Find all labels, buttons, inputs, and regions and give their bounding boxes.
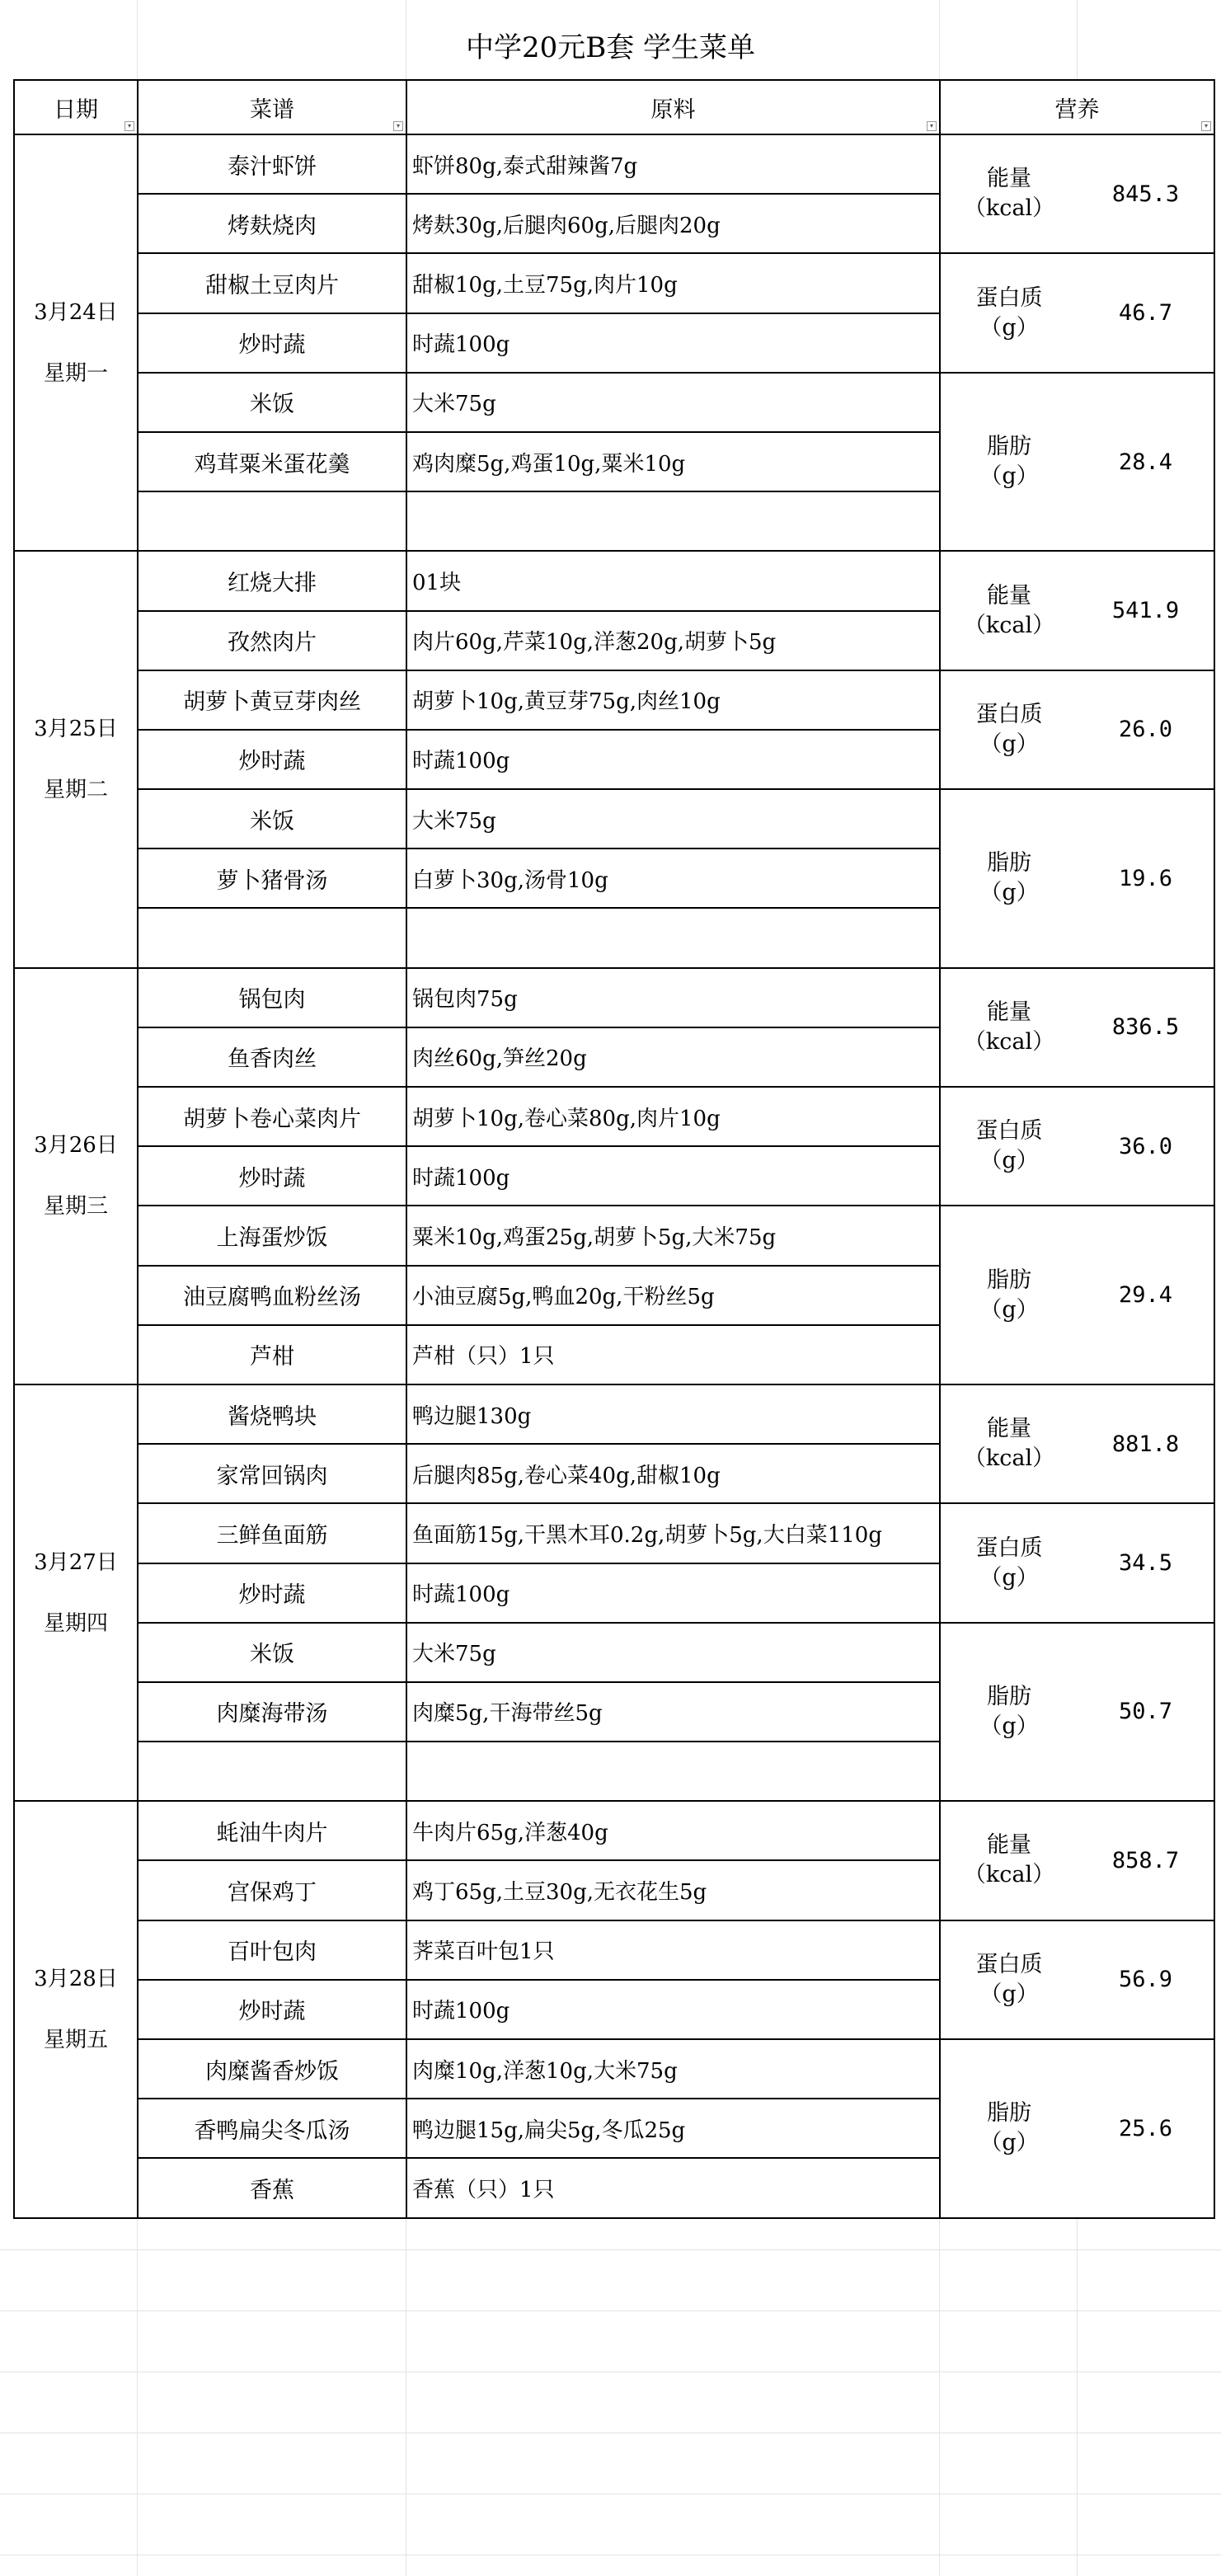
dish-cell[interactable]: 炒时蔬 xyxy=(138,1980,406,2039)
fat-label-cell[interactable] xyxy=(940,789,1078,968)
protein-label-line: 蛋白质 xyxy=(975,284,1043,311)
ingredients-cell[interactable]: 鸡肉糜5g,鸡蛋10g,粟米10g xyxy=(406,432,940,491)
fat-label-line: （g） xyxy=(979,1713,1039,1739)
ingredients-cell[interactable]: 甜椒10g,土豆75g,肉片10g xyxy=(406,253,940,313)
protein-value-cell[interactable]: 56.9 xyxy=(1078,1920,1214,2039)
dish-cell[interactable]: 百叶包肉 xyxy=(138,1920,406,1980)
ingredients-cell[interactable] xyxy=(406,491,940,551)
menu-row xyxy=(14,1384,1214,1444)
menu-row xyxy=(14,968,1214,1027)
gridline xyxy=(0,2310,1221,2311)
fat-value-cell[interactable]: 29.4 xyxy=(1078,1206,1214,1384)
dish-cell[interactable]: 胡萝卜黄豆芽肉丝 xyxy=(138,670,406,730)
ingredients-cell[interactable]: 芦柑（只）1只 xyxy=(406,1325,940,1384)
ingredients-cell[interactable]: 肉片60g,芹菜10g,洋葱20g,胡萝卜5g xyxy=(406,611,940,670)
ingredients-cell[interactable]: 粟米10g,鸡蛋25g,胡萝卜5g,大米75g xyxy=(406,1206,940,1265)
date-label: 3月26日 xyxy=(34,1133,118,1159)
ingredients-cell[interactable]: 白萝卜30g,汤骨10g xyxy=(406,848,940,908)
energy-label-line: （kcal） xyxy=(963,1445,1055,1472)
ingredients-cell[interactable]: 时蔬100g xyxy=(406,313,940,373)
protein-label-cell[interactable] xyxy=(940,253,1078,372)
ingredients-cell[interactable]: 鱼面筋15g,干黑木耳0.2g,胡萝卜5g,大白菜110g xyxy=(406,1503,940,1563)
energy-label-line: 能量 xyxy=(987,582,1031,609)
fat-value-cell[interactable]: 19.6 xyxy=(1078,789,1214,968)
menu-row xyxy=(14,551,1214,610)
ingredients-cell[interactable]: 时蔬100g xyxy=(406,730,940,789)
dish-cell[interactable]: 三鲜鱼面筋 xyxy=(138,1503,406,1563)
ingredients-cell[interactable]: 后腿肉85g,卷心菜40g,甜椒10g xyxy=(406,1444,940,1503)
fat-label-line: 脂肪 xyxy=(987,850,1031,877)
menu-table xyxy=(13,79,1215,2219)
dish-cell[interactable] xyxy=(138,908,406,967)
ingredients-cell[interactable]: 鸭边腿130g xyxy=(406,1384,940,1444)
dish-cell[interactable]: 炒时蔬 xyxy=(138,730,406,789)
date-label: 3月27日 xyxy=(34,1549,118,1575)
menu-row xyxy=(14,1206,1214,1265)
energy-value-cell[interactable]: 858.7 xyxy=(1078,1801,1214,1920)
energy-label-cell[interactable] xyxy=(940,1801,1078,1920)
fat-label-line: 脂肪 xyxy=(987,434,1031,460)
protein-label-cell[interactable] xyxy=(940,1920,1078,2039)
ingredients-cell[interactable]: 肉糜5g,干海带丝5g xyxy=(406,1682,940,1742)
header-nutrition-label: 营养 xyxy=(1054,96,1100,123)
fat-label-line: （g） xyxy=(979,1296,1039,1323)
menu-row xyxy=(14,789,1214,848)
ingredients-cell[interactable]: 时蔬100g xyxy=(406,1146,940,1206)
dish-cell[interactable]: 酱烧鸭块 xyxy=(138,1384,406,1444)
gridline xyxy=(0,2249,1221,2250)
ingredients-cell[interactable]: 时蔬100g xyxy=(406,1563,940,1623)
dish-cell[interactable]: 蚝油牛肉片 xyxy=(138,1801,406,1860)
fat-value-cell[interactable]: 25.6 xyxy=(1078,2039,1214,2218)
ingredients-cell[interactable]: 时蔬100g xyxy=(406,1980,940,2039)
ingredients-cell[interactable]: 胡萝卜10g,黄豆芽75g,肉丝10g xyxy=(406,670,940,730)
fat-label-line: 脂肪 xyxy=(987,2100,1031,2127)
protein-label-line: （g） xyxy=(979,314,1039,341)
menu-row xyxy=(14,1503,1214,1563)
ingredients-cell[interactable]: 虾饼80g,泰式甜辣酱7g xyxy=(406,134,940,194)
ingredients-cell[interactable]: 锅包肉75g xyxy=(406,968,940,1027)
menu-row xyxy=(14,1920,1214,1980)
filter-dropdown-icon[interactable]: ▾ xyxy=(124,121,134,131)
fat-label-cell[interactable] xyxy=(940,2039,1078,2218)
fat-label-line: （g） xyxy=(979,463,1039,490)
dish-cell[interactable]: 芦柑 xyxy=(138,1325,406,1384)
protein-label-cell[interactable] xyxy=(940,670,1078,789)
header-menu[interactable] xyxy=(138,80,406,134)
protein-label-line: 蛋白质 xyxy=(975,1535,1043,1561)
energy-label-line: （kcal） xyxy=(963,1028,1055,1055)
menu-row xyxy=(14,670,1214,730)
energy-value-cell[interactable]: 845.3 xyxy=(1078,134,1214,253)
dish-cell[interactable]: 香蕉 xyxy=(138,2158,406,2217)
energy-label-cell[interactable] xyxy=(940,968,1078,1087)
dish-cell[interactable] xyxy=(138,1742,406,1801)
protein-label-cell[interactable] xyxy=(940,1503,1078,1622)
dish-cell[interactable]: 肉糜酱香炒饭 xyxy=(138,2039,406,2099)
fat-value-cell[interactable]: 50.7 xyxy=(1078,1623,1214,1802)
energy-label-line: 能量 xyxy=(987,1416,1031,1442)
header-date[interactable] xyxy=(14,80,138,134)
header-ingredients-label: 原料 xyxy=(650,96,696,123)
energy-label-line: （kcal） xyxy=(963,195,1055,222)
dish-cell[interactable]: 锅包肉 xyxy=(138,968,406,1027)
weekday-label: 星期二 xyxy=(43,777,108,802)
protein-value-cell[interactable]: 34.5 xyxy=(1078,1503,1214,1622)
energy-value-cell[interactable]: 836.5 xyxy=(1078,968,1214,1087)
header-row xyxy=(14,80,1214,134)
fat-value-cell[interactable]: 28.4 xyxy=(1078,373,1214,552)
ingredients-cell[interactable] xyxy=(406,908,940,967)
page-title: 中学20元B套 学生菜单 xyxy=(465,31,756,64)
date-cell[interactable] xyxy=(14,134,138,551)
energy-label-line: 能量 xyxy=(987,166,1031,192)
ingredients-cell[interactable]: 小油豆腐5g,鸭血20g,干粉丝5g xyxy=(406,1266,940,1325)
dish-cell[interactable]: 红烧大排 xyxy=(138,551,406,610)
ingredients-cell[interactable]: 肉糜10g,洋葱10g,大米75g xyxy=(406,2039,940,2099)
fat-label-cell[interactable] xyxy=(940,1206,1078,1384)
date-label: 3月24日 xyxy=(34,299,118,325)
protein-label-line: 蛋白质 xyxy=(975,701,1043,727)
date-cell[interactable] xyxy=(14,1384,138,1801)
fat-label-line: 脂肪 xyxy=(987,1267,1031,1293)
dish-cell[interactable]: 泰汁虾饼 xyxy=(138,134,406,194)
dish-cell[interactable]: 油豆腐鸭血粉丝汤 xyxy=(138,1266,406,1325)
ingredients-cell[interactable]: 大米75g xyxy=(406,373,940,432)
weekday-label: 星期四 xyxy=(43,1610,108,1636)
dish-cell[interactable]: 孜然肉片 xyxy=(138,611,406,670)
energy-label-line: （kcal） xyxy=(963,612,1055,638)
date-cell[interactable] xyxy=(14,551,138,967)
ingredients-cell[interactable]: 鸡丁65g,土豆30g,无衣花生5g xyxy=(406,1860,940,1920)
protein-label-line: 蛋白质 xyxy=(975,1118,1043,1145)
protein-value-cell[interactable]: 36.0 xyxy=(1078,1087,1214,1206)
date-cell[interactable] xyxy=(14,968,138,1384)
energy-label-line: 能量 xyxy=(987,999,1031,1025)
fat-label-line: 脂肪 xyxy=(987,1683,1031,1709)
ingredients-cell[interactable]: 烤麸30g,后腿肉60g,后腿肉20g xyxy=(406,194,940,253)
ingredients-cell[interactable]: 鸭边腿15g,扁尖5g,冬瓜25g xyxy=(406,2099,940,2158)
menu-row xyxy=(14,1087,1214,1146)
protein-value-cell[interactable]: 46.7 xyxy=(1078,253,1214,372)
weekday-label: 星期一 xyxy=(43,360,108,386)
ingredients-cell[interactable]: 荠菜百叶包1只 xyxy=(406,1920,940,1980)
energy-value-cell[interactable]: 541.9 xyxy=(1078,551,1214,670)
menu-row xyxy=(14,1801,1214,1860)
dish-cell[interactable]: 鱼香肉丝 xyxy=(138,1027,406,1087)
dish-cell[interactable]: 宫保鸡丁 xyxy=(138,1860,406,1920)
dish-cell[interactable]: 甜椒土豆肉片 xyxy=(138,253,406,313)
ingredients-cell[interactable]: 胡萝卜10g,卷心菜80g,肉片10g xyxy=(406,1087,940,1146)
fat-label-line: （g） xyxy=(979,2130,1039,2156)
header-menu-label: 菜谱 xyxy=(250,96,294,123)
energy-label-line: 能量 xyxy=(987,1832,1031,1859)
dish-cell[interactable]: 胡萝卜卷心菜肉片 xyxy=(138,1087,406,1146)
date-cell[interactable] xyxy=(14,1801,138,2217)
filter-dropdown-icon[interactable]: ▾ xyxy=(1201,121,1211,131)
menu-row xyxy=(14,373,1214,432)
dish-cell[interactable]: 米饭 xyxy=(138,789,406,848)
weekday-label: 星期五 xyxy=(43,2027,108,2052)
date-label: 3月25日 xyxy=(34,716,118,741)
filter-dropdown-icon[interactable]: ▾ xyxy=(927,121,937,131)
menu-row xyxy=(14,253,1214,313)
dish-cell[interactable]: 萝卜猪骨汤 xyxy=(138,848,406,908)
weekday-label: 星期三 xyxy=(43,1194,108,1220)
dish-cell[interactable]: 上海蛋炒饭 xyxy=(138,1206,406,1265)
header-date-label: 日期 xyxy=(54,96,98,123)
dish-cell[interactable]: 烤麸烧肉 xyxy=(138,194,406,253)
menu-row xyxy=(14,2039,1214,2099)
filter-dropdown-icon[interactable]: ▾ xyxy=(393,121,403,131)
ingredients-cell[interactable]: 牛肉片65g,洋葱40g xyxy=(406,1801,940,1860)
fat-label-line: （g） xyxy=(979,880,1039,906)
menu-row xyxy=(14,1623,1214,1682)
energy-label-line: （kcal） xyxy=(963,1862,1055,1888)
dish-cell[interactable]: 米饭 xyxy=(138,1623,406,1682)
energy-label-cell[interactable] xyxy=(940,551,1078,670)
dish-cell[interactable]: 家常回锅肉 xyxy=(138,1444,406,1503)
dish-cell[interactable]: 米饭 xyxy=(138,373,406,432)
energy-label-cell[interactable] xyxy=(940,134,1078,253)
dish-cell[interactable]: 炒时蔬 xyxy=(138,1563,406,1623)
protein-value-cell[interactable]: 26.0 xyxy=(1078,670,1214,789)
protein-label-line: （g） xyxy=(979,731,1039,757)
protein-label-line: 蛋白质 xyxy=(975,1951,1043,1977)
ingredients-cell[interactable]: 大米75g xyxy=(406,789,940,848)
energy-label-cell[interactable] xyxy=(940,1384,1078,1503)
protein-label-line: （g） xyxy=(979,1148,1039,1174)
dish-cell[interactable]: 炒时蔬 xyxy=(138,313,406,373)
ingredients-cell[interactable]: 大米75g xyxy=(406,1623,940,1682)
energy-value-cell[interactable]: 881.8 xyxy=(1078,1384,1214,1503)
ingredients-cell[interactable]: 香蕉（只）1只 xyxy=(406,2158,940,2217)
protein-label-cell[interactable] xyxy=(940,1087,1078,1206)
dish-cell[interactable]: 肉糜海带汤 xyxy=(138,1682,406,1742)
dish-cell[interactable] xyxy=(138,491,406,551)
fat-label-cell[interactable] xyxy=(940,1623,1078,1802)
protein-label-line: （g） xyxy=(979,1981,1039,2007)
dish-cell[interactable]: 鸡茸粟米蛋花羹 xyxy=(138,432,406,491)
ingredients-cell[interactable] xyxy=(406,1742,940,1801)
dish-cell[interactable]: 香鸭扁尖冬瓜汤 xyxy=(138,2099,406,2158)
ingredients-cell[interactable]: 01块 xyxy=(406,551,940,610)
header-ingredients[interactable] xyxy=(406,80,940,134)
dish-cell[interactable]: 炒时蔬 xyxy=(138,1146,406,1206)
ingredients-cell[interactable]: 肉丝60g,笋丝20g xyxy=(406,1027,940,1087)
menu-row xyxy=(14,134,1214,194)
fat-label-cell[interactable] xyxy=(940,373,1078,552)
protein-label-line: （g） xyxy=(979,1564,1039,1591)
date-label: 3月28日 xyxy=(34,1966,118,1991)
header-nutrition[interactable] xyxy=(940,80,1214,134)
